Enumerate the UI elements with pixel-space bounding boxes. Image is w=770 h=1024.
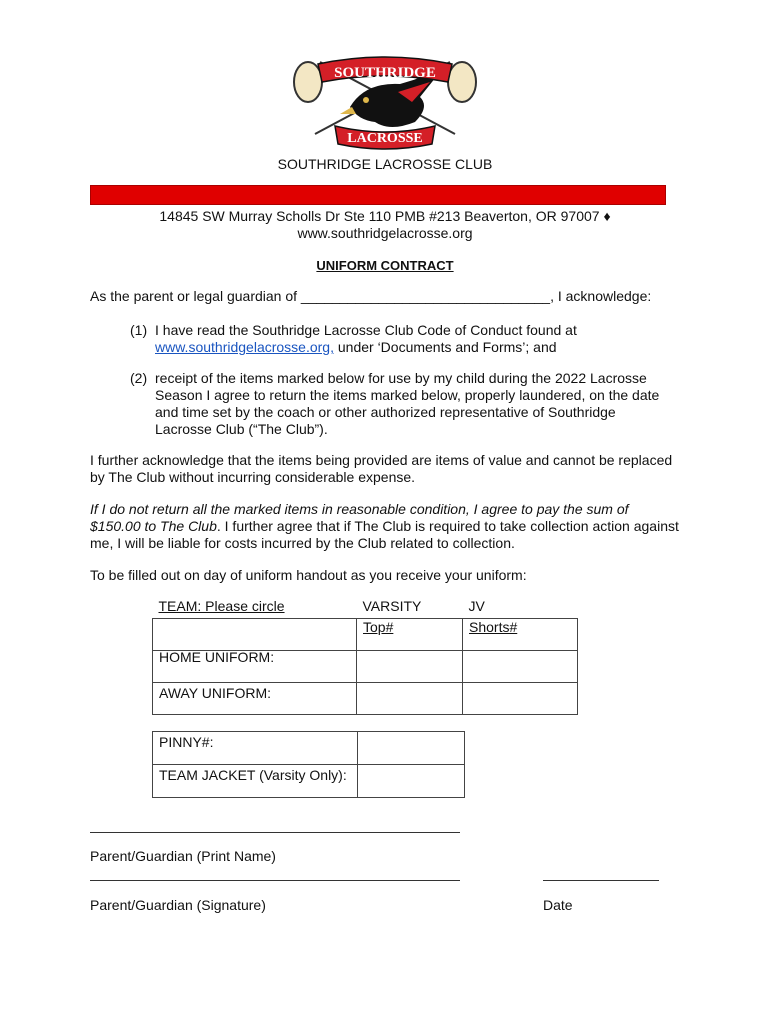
away-shorts-cell[interactable] xyxy=(463,683,578,715)
logo-line2: LACROSSE xyxy=(347,131,423,146)
signature-label: Parent/Guardian (Signature) xyxy=(90,897,266,913)
print-name-line[interactable] xyxy=(90,832,460,833)
jacket-label: TEAM JACKET (Varsity Only): xyxy=(159,767,347,783)
list-item-2 xyxy=(130,370,675,438)
list-number: (2) xyxy=(130,370,148,386)
contract-title: UNIFORM CONTRACT xyxy=(316,258,454,273)
list-number: (1) xyxy=(130,322,148,338)
payment-rest: . I further agree that if The Club is required to take collection action against me, I will be liable for costs incurred by the Club related to collection. xyxy=(90,518,679,551)
uniform-table xyxy=(152,598,578,715)
date-line[interactable] xyxy=(543,880,659,881)
print-name-label: Parent/Guardian (Print Name) xyxy=(90,848,276,864)
payment-paragraph xyxy=(90,501,680,552)
child-name-blank[interactable]: ________________________________ xyxy=(300,288,551,304)
signature-line[interactable] xyxy=(90,880,460,881)
top-number-header: Top# xyxy=(363,619,394,635)
jacket-cell[interactable] xyxy=(358,765,465,798)
fill-instructions: To be filled out on day of uniform handout as you receive your uniform: xyxy=(90,567,527,583)
club-name: SOUTHRIDGE LACROSSE CLUB xyxy=(277,156,493,172)
extras-table xyxy=(152,731,465,798)
date-label: Date xyxy=(543,897,573,913)
payment-italic: If I do not return all the marked items in reasonable condition, I agree to pay the sum of $150.00 to The Club xyxy=(90,501,629,534)
shorts-number-header: Shorts# xyxy=(469,619,518,635)
away-uniform-label: AWAY UNIFORM: xyxy=(159,685,271,701)
home-uniform-label: HOME UNIFORM: xyxy=(159,649,275,665)
logo-line1: SOUTHRIDGE xyxy=(334,65,436,81)
red-divider-bar xyxy=(90,185,666,205)
acknowledge-paragraph: I further acknowledge that the items being provided are items of value and cannot be replaced by The Club without incurring considerable expense. xyxy=(90,452,673,485)
item1-text: I have read the Southridge Lacrosse Club Code of Conduct found at xyxy=(155,322,577,338)
club-address: 14845 SW Murray Scholls Dr Ste 110 PMB #213 Beaverton, OR 97007 ♦ xyxy=(159,208,611,224)
intro-text: As the parent or legal guardian of xyxy=(90,288,301,304)
item1-text-tail: under ‘Documents and Forms’; and xyxy=(333,339,557,355)
jv-option[interactable]: JV xyxy=(468,598,485,614)
list-item-1 xyxy=(130,322,675,356)
away-top-cell[interactable] xyxy=(357,683,463,715)
southridge-lacrosse-logo xyxy=(280,52,490,156)
pinny-cell[interactable] xyxy=(358,732,465,765)
pinny-label: PINNY#: xyxy=(159,734,214,750)
website-link[interactable]: www.southridgelacrosse.org, xyxy=(155,339,334,355)
item2-text: receipt of the items marked below for use by my child during the 2022 Lacrosse Season I agree to return the items marked below, properly laundered, on the date and time set by the coach or other authorized representative of Southridge Lacrosse Club (“The Club”). xyxy=(155,370,660,437)
home-shorts-cell[interactable] xyxy=(463,651,578,683)
intro-tail: , I acknowledge: xyxy=(550,288,652,304)
home-top-cell[interactable] xyxy=(357,651,463,683)
club-website: www.southridgelacrosse.org xyxy=(297,225,473,241)
team-label: TEAM: Please circle xyxy=(158,598,285,614)
intro-line xyxy=(90,288,680,305)
varsity-option[interactable]: VARSITY xyxy=(362,598,422,614)
